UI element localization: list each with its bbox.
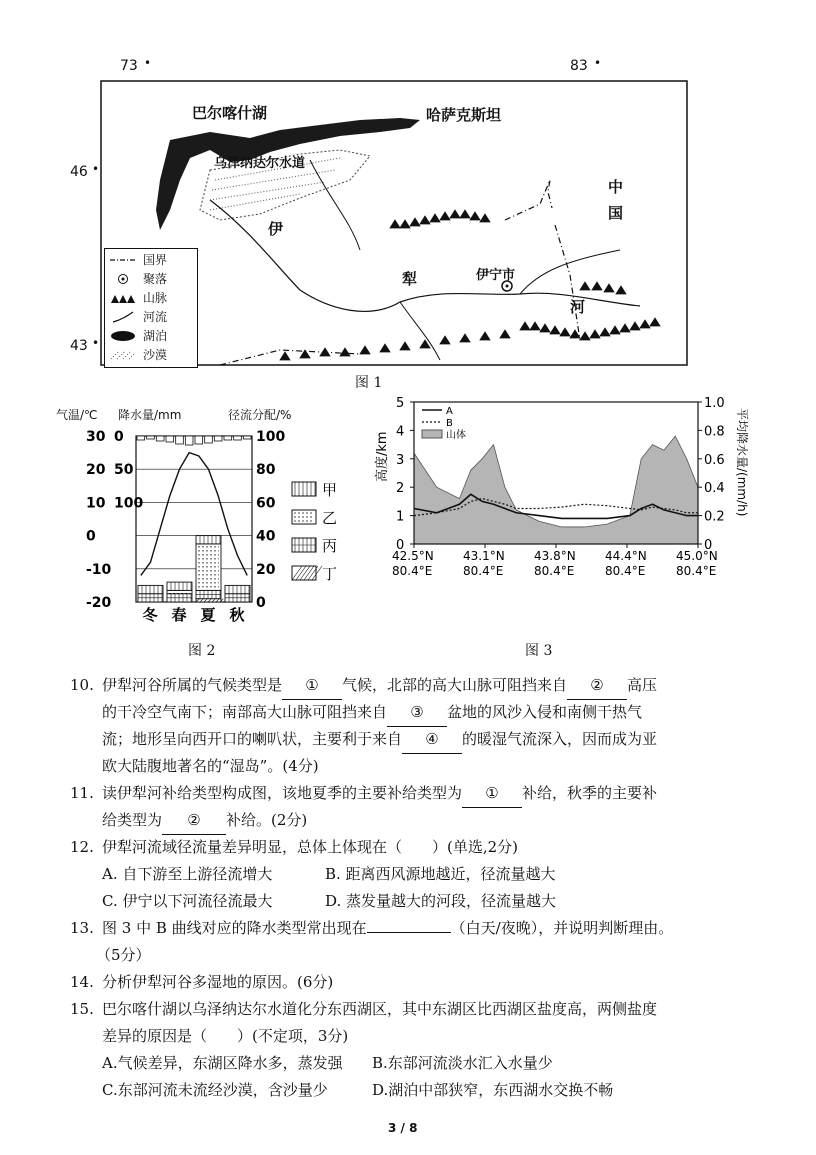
runoff-tick-label: 80 [256, 462, 276, 479]
precip-bar [234, 436, 242, 440]
x-tick-lon: 80.4°E [463, 564, 504, 578]
figure3-plot [372, 394, 812, 584]
lake-label: 巴尔喀什湖 [192, 104, 268, 122]
river-label-2: 犁 [402, 270, 418, 288]
x-tick-lat: 42.5°N [392, 549, 434, 563]
y2-tick-label: 0.4 [704, 481, 725, 497]
answer-blank-3[interactable]: ③ [387, 699, 447, 727]
answer-blank-1[interactable]: ① [462, 780, 522, 808]
season-label: 秋 [229, 606, 245, 624]
river-label-1: 伊 [268, 220, 284, 238]
x-tick-lon: 80.4°E [605, 564, 646, 578]
figure3-chart [372, 394, 812, 584]
legend-lake-row [109, 327, 167, 344]
lon-left-label: 73 [120, 58, 138, 74]
runoff-tick-label: 0 [256, 595, 266, 611]
season-label: 夏 [200, 606, 216, 624]
channel-label: 乌泽纳达尔水道 [214, 156, 306, 171]
choice-15-d[interactable]: D.湖泊中部狭窄，东西湖水交换不畅 [372, 1081, 614, 1099]
temperature-curve [141, 453, 247, 576]
legend-border-row [109, 251, 167, 268]
y2-axis-title: 平均降水量/(mm/h) [735, 408, 749, 517]
choice-15-c[interactable]: C.东部河流未流经沙漠，含沙量少 [102, 1081, 328, 1099]
question-number: 10. [70, 676, 94, 694]
figure2-plot [60, 420, 370, 636]
legend-desert-row [109, 346, 167, 363]
figure2-caption: 图 2 [188, 643, 216, 659]
choice-12-b[interactable]: B. 距离西风源地越近，径流量越大 [325, 865, 556, 883]
x-tick-lon: 80.4°E [392, 564, 433, 578]
legend-label-b: B [446, 418, 453, 429]
legend-swatch-甲 [292, 482, 316, 496]
china-label-1: 中 [608, 178, 624, 196]
lat-top-dot: • [92, 162, 100, 176]
y2-tick-label: 0.2 [704, 509, 725, 525]
national-border [220, 180, 580, 365]
runoff-tick-label: 100 [256, 429, 286, 445]
precip-bar [224, 436, 232, 440]
question-11-line1: 11. 读伊犁河补给类型构成图，该地夏季的主要补给类型为 ① 补给，秋季的主要补 [70, 780, 657, 808]
legend-swatch-terrain [422, 430, 442, 438]
desert-icon [109, 349, 137, 361]
legend-border-label: 国界 [143, 253, 168, 267]
legend-label: 丙 [322, 537, 338, 555]
x-tick-lat: 43.8°N [534, 549, 576, 563]
mountain-icon [109, 292, 137, 304]
figure1-caption: 图 1 [355, 375, 383, 391]
answer-blank-2[interactable]: ② [162, 807, 226, 835]
lat-bottom-dot: • [92, 336, 100, 350]
question-10-line3: 流；地形呈向西开口的喇叭状，主要利于来自 ④ 的暖湿气流深入，因而成为亚 [102, 726, 657, 754]
lon-right-label: 83 [570, 58, 588, 74]
legend-label: 乙 [322, 509, 338, 527]
legend-label-a: A [446, 406, 453, 417]
question-14-line1: 14. 分析伊犁河谷多湿地的原因。(6分) [70, 969, 333, 996]
y-tick-label: 3 [396, 452, 405, 468]
precip-bar [243, 436, 251, 439]
legend-lake-label: 湖泊 [143, 329, 168, 343]
legend-settlement-label: 聚落 [143, 272, 168, 286]
question-12-line1: 12. 伊犁河流域径流量差异明显，总体上体现在（ ）(单选,2分) [70, 834, 518, 861]
river-icon [109, 310, 137, 324]
legend-mountain-label: 山脉 [143, 291, 168, 305]
y2-tick-label: 1.0 [704, 396, 725, 411]
legend-river-label: 河流 [143, 310, 168, 324]
mountain-ranges [280, 210, 660, 360]
question-11-line2: 给类型为 ② 补给。(2分) [102, 807, 307, 835]
runoff-tick-label: 40 [256, 528, 276, 545]
precip-bar [137, 436, 145, 440]
temp-tick-label: 30 [86, 429, 106, 445]
precip-bar [147, 436, 155, 439]
terrain-area [414, 436, 698, 544]
map-legend [104, 248, 198, 368]
lon-right-dot: • [594, 56, 602, 70]
x-tick-lon: 80.4°E [534, 564, 575, 578]
runoff-tick-label: 20 [256, 561, 276, 578]
x-tick-lat: 43.1°N [463, 549, 505, 563]
x-tick-lat: 45.0°N [676, 549, 718, 563]
border-icon [109, 255, 137, 265]
answer-blank-1[interactable]: ① [282, 672, 342, 700]
country-label: 哈萨克斯坦 [426, 106, 502, 124]
lake-icon [109, 330, 137, 342]
question-10-line4: 欧大陆腹地著名的“湿岛”。(4分) [102, 757, 319, 775]
question-10-line2: 的干冷空气南下；南部高大山脉可阻挡来自 ③ 盆地的风沙入侵和南侧干热气 [102, 699, 642, 727]
y-tick-label: 4 [396, 424, 405, 440]
answer-blank-4[interactable]: ④ [402, 726, 462, 754]
lon-left-dot: • [144, 56, 152, 70]
lat-bottom-label: 43 [70, 338, 88, 354]
question-number: 15. [70, 1000, 94, 1018]
choice-15-a[interactable]: A.气候差异，东湖区降水多，蒸发强 [102, 1054, 343, 1072]
question-number: 11. [70, 784, 94, 802]
legend-label: 甲 [322, 481, 338, 499]
choice-12-d[interactable]: D. 蒸发量越大的河段，径流量越大 [325, 892, 557, 910]
precip-tick-label: 100 [114, 495, 144, 512]
y-axis-title: 高度/km [375, 431, 390, 482]
question-13-line2: （5分） [96, 946, 151, 964]
x-tick-lon: 80.4°E [676, 564, 717, 578]
river-label-3: 河 [570, 298, 586, 316]
runoff-tick-label: 60 [256, 495, 276, 512]
season-label: 春 [171, 606, 187, 624]
question-number: 13. [70, 919, 94, 937]
temp-tick-label: 10 [86, 495, 106, 512]
runoff-axis-title: 径流分配/% [228, 408, 292, 422]
question-15-line1: 15. 巴尔喀什湖以乌泽纳达尔水道化分东西湖区，其中东湖区比西湖区盐度高，两侧盐度 [70, 996, 657, 1023]
question-number: 12. [70, 838, 94, 856]
temp-axis-title: 气温/℃ [56, 408, 98, 422]
x-tick-lat: 44.4°N [605, 549, 647, 563]
city-label: 伊宁市 [476, 268, 516, 283]
y-tick-label: 0 [396, 538, 405, 553]
plot-frame [136, 436, 252, 602]
precip-tick-label: 50 [114, 462, 134, 479]
legend-river-row [109, 308, 167, 325]
china-label-2: 国 [608, 204, 624, 222]
page-number: 3 / 8 [388, 1121, 418, 1135]
lat-top-label: 46 [70, 164, 88, 180]
figure1-map [70, 56, 700, 368]
y2-tick-label: 0 [704, 538, 713, 553]
y-tick-label: 2 [396, 481, 405, 497]
choice-12-c[interactable]: C. 伊宁以下河流径流最大 [102, 892, 273, 910]
y2-tick-label: 0.8 [704, 424, 725, 440]
legend-desert-label: 沙漠 [143, 348, 168, 362]
precip-bar [214, 436, 222, 441]
precip-bar [205, 436, 213, 443]
choice-15-b[interactable]: B.东部河流淡水汇入水量少 [372, 1054, 553, 1072]
temp-tick-label: 0 [86, 528, 96, 545]
question-13-line1: 13. 图 3 中 B 曲线对应的降水类型常出现在 （白天/夜晚），并说明判断理由。 [70, 915, 673, 942]
season-label: 冬 [142, 606, 158, 624]
precip-bar [156, 436, 164, 441]
precip-bar [185, 436, 193, 445]
question-10-line1: 10. 伊犁河谷所属的气候类型是 ① 气候，北部的高大山脉可阻挡来自 ② 高压 [70, 672, 657, 700]
precip-bar [176, 436, 184, 444]
settlement-icon [109, 273, 137, 285]
y2-tick-label: 0.6 [704, 452, 725, 468]
precip-bar [195, 436, 203, 444]
temp-tick-label: 20 [86, 462, 106, 479]
y-tick-label: 1 [396, 509, 405, 525]
figure3-caption: 图 3 [525, 643, 553, 659]
answer-blank-2[interactable]: ② [567, 672, 627, 700]
temp-tick-label: -20 [86, 595, 112, 611]
legend-mountain-row [109, 289, 167, 306]
question-15-line2: 差异的原因是（ ）(不定项，3分) [102, 1027, 349, 1045]
temp-tick-label: -10 [86, 561, 112, 578]
legend-label-terrain: 山体 [446, 430, 466, 441]
legend-settlement-row [109, 270, 167, 287]
answer-blank-1[interactable] [367, 932, 451, 933]
y-tick-label: 5 [396, 396, 405, 411]
precip-axis-title: 降水量/mm [118, 408, 182, 422]
precip-tick-label: 0 [114, 429, 124, 445]
legend-label: 丁 [322, 565, 338, 583]
question-number: 14. [70, 973, 94, 991]
balkhash-lake [156, 118, 420, 230]
precip-bar [166, 436, 174, 442]
choice-12-a[interactable]: A. 自下游至上游径流增大 [102, 865, 273, 883]
figure2-chart [56, 406, 370, 636]
